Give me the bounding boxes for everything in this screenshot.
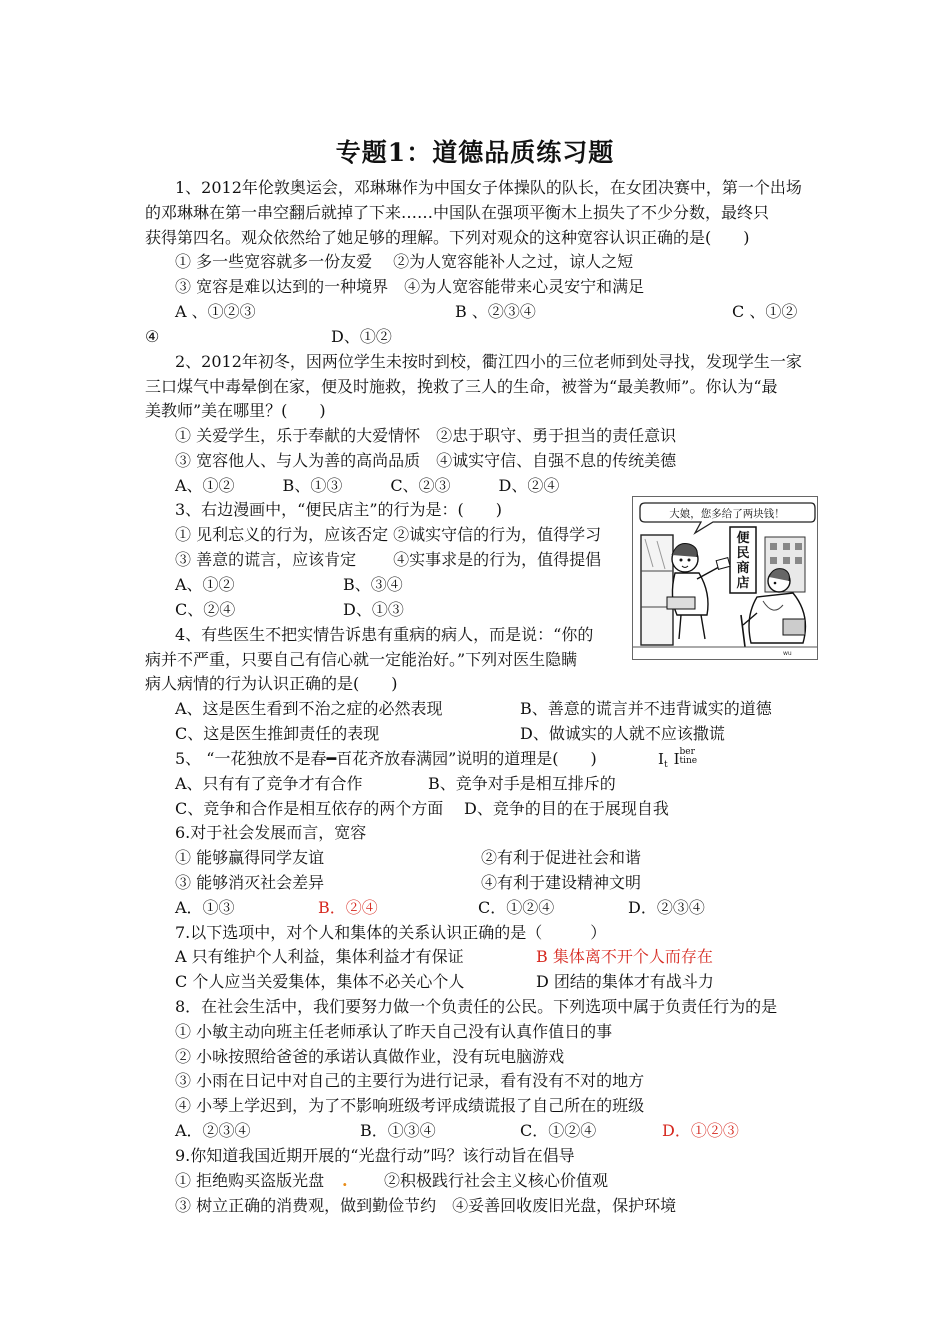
q4-choice-a: A、这是医生看到不治之症的必然表现 bbox=[175, 699, 443, 718]
q1-choice-c-continued: ④ bbox=[145, 327, 160, 346]
q6-line-1: 6.对于社会发展而言，宽容 bbox=[175, 823, 367, 842]
q7-choice-b-answer: B 集体离不开个人而存在 bbox=[536, 947, 713, 966]
q1-line-3: 获得第四名。观众依然给了她足够的理解。下列对观众的这种宽容认识正确的是( ) bbox=[145, 228, 750, 247]
q5-choice-a: A、只有有了竞争才有合作 bbox=[175, 774, 363, 793]
q1-choice-c: C 、①② bbox=[732, 302, 798, 321]
q9-option-1: ① 拒绝购买盗版光盘 bbox=[175, 1171, 325, 1190]
q8-line-1: 8．在社会生活中，我们要努力做一个负责任的公民。下列选项中属于负责任行为的是 bbox=[175, 997, 778, 1016]
q5-choice-b: B、竞争对手是相互排斥的 bbox=[428, 774, 616, 793]
q8-choice-b: B．①③④ bbox=[360, 1121, 436, 1140]
q5-mark-2-sup: ber bbox=[679, 747, 695, 757]
q9-option-3-4: ③ 树立正确的消费观，做到勤俭节约 ④妥善回收废旧光盘，保护环境 bbox=[175, 1196, 677, 1215]
q6-option-3: ③ 能够消灭社会差异 bbox=[175, 873, 325, 892]
q3-option-2: ③ 善意的谎言，应该肯定 ④实事求是的行为，值得提倡 bbox=[175, 550, 602, 569]
q2-line-1: 2、2012年初冬，因两位学生未按时到校，衢江四小的三位老师到处寻找，发现学生一家 bbox=[175, 352, 802, 371]
cartoon-bubble-text: 大娘，您多给了两块钱！ bbox=[669, 508, 785, 520]
q4-choice-d: D、做诚实的人就不应该撒谎 bbox=[520, 724, 725, 743]
q4-line-3: 病人病情的行为认识正确的是( ) bbox=[145, 674, 398, 693]
q6-choice-c: C．①②④ bbox=[478, 898, 555, 917]
q1-choice-a: A 、①②③ bbox=[175, 302, 256, 321]
cartoon-sign-char-1: 便 bbox=[736, 531, 750, 546]
cartoon-image bbox=[632, 496, 818, 660]
q4-line-2: 病并不严重，只要自己有信心就一定能治好。”下列对医生隐瞒 bbox=[145, 650, 578, 669]
q5-mark-1: I bbox=[658, 750, 664, 768]
q1-option-2: ③ 宽容是难以达到的一种境界 ④为人宽容能带来心灵安宁和满足 bbox=[175, 277, 645, 296]
q8-option-3: ③ 小雨在日记中对自己的主要行为进行记录，看有没有不对的地方 bbox=[175, 1071, 645, 1090]
q6-option-2: ②有利于促进社会和谐 bbox=[481, 848, 642, 867]
q7-choice-d: D 团结的集体才有战斗力 bbox=[536, 972, 714, 991]
q8-choice-a: A．②③④ bbox=[175, 1121, 251, 1140]
q1-choice-d: D、①② bbox=[331, 327, 392, 346]
q5-mark-2-sub: tine bbox=[679, 756, 698, 766]
q8-choice-d-answer: D．①②③ bbox=[662, 1121, 739, 1140]
q8-option-4: ④ 小琴上学迟到，为了不影响班级考评成绩谎报了自己所在的班级 bbox=[175, 1096, 645, 1115]
q7-choice-a: A 只有维护个人利益，集体利益才有保证 bbox=[175, 947, 464, 966]
q4-choice-c: C、这是医生推卸责任的表现 bbox=[175, 724, 380, 743]
q7-line-1: 7.以下选项中，对个人和集体的关系认识正确的是（ ） bbox=[175, 923, 607, 942]
q5-mark-2: I bbox=[673, 750, 680, 768]
q3-choice-b: B、③④ bbox=[343, 575, 403, 594]
q3-choice-d: D、①③ bbox=[343, 600, 404, 619]
page-title: 专题1：道德品质练习题 bbox=[335, 138, 615, 167]
q2-line-2: 三口煤气中毒晕倒在家，便及时施救，挽救了三人的生命，被誉为“最美教师”。你认为“最 bbox=[145, 377, 778, 396]
q2-choices: A、①② B、①③ C、②③ D、②④ bbox=[175, 476, 560, 495]
q3-choice-c: C、②④ bbox=[175, 600, 236, 619]
q5-mark-1-sub: t bbox=[663, 760, 668, 770]
q5-stray-mark bbox=[658, 748, 697, 770]
cartoon-sign-char-3: 商 bbox=[736, 561, 750, 576]
q3-line-1: 3、右边漫画中，“便民店主”的行为是：( ) bbox=[175, 500, 503, 519]
q1-line-2: 的邓琳琳在第一串空翻后就掉了下来……中国队在强项平衡木上损失了不少分数，最终只 bbox=[145, 203, 770, 222]
q3-option-1: ① 见利忘义的行为，应该否定 ②诚实守信的行为，值得学习 bbox=[175, 525, 602, 544]
q5-line-1: 5、 “一花独放不是春━百花齐放春满园”说明的道理是( ) bbox=[175, 749, 597, 768]
q8-option-2: ② 小咏按照给爸爸的承诺认真做作业，没有玩电脑游戏 bbox=[175, 1047, 565, 1066]
q9-stray-dot: . bbox=[342, 1171, 348, 1190]
q1-line-1: 1、2012年伦敦奥运会，邓琳琳作为中国女子体操队的队长，在女团决赛中，第一个出场 bbox=[175, 178, 802, 197]
q6-option-1: ① 能够赢得同学友谊 bbox=[175, 848, 325, 867]
q8-choice-c: C．①②④ bbox=[520, 1121, 597, 1140]
q7-choice-c: C 个人应当关爱集体，集体不必关心个人 bbox=[175, 972, 465, 991]
cartoon-signature: wu bbox=[783, 650, 792, 657]
q2-option-2: ③ 宽容他人、与人为善的高尚品质 ④诚实守信、自强不息的传统美德 bbox=[175, 451, 677, 470]
q3-choice-a: A、①② bbox=[175, 575, 235, 594]
q6-choice-d: D．②③④ bbox=[628, 898, 705, 917]
q4-line-1: 4、有些医生不把实情告诉患有重病的病人，而是说：“你的 bbox=[175, 625, 594, 644]
q6-choice-b-answer: B．②④ bbox=[318, 898, 378, 917]
q6-choice-a: A．①③ bbox=[175, 898, 235, 917]
q1-choice-b: B 、②③④ bbox=[455, 302, 536, 321]
q2-line-3: 美教师”美在哪里？( ) bbox=[145, 401, 326, 420]
q1-option-1: ① 多一些宽容就多一份友爱 ②为人宽容能补人之过，谅人之短 bbox=[175, 252, 634, 271]
q6-option-4: ④有利于建设精神文明 bbox=[481, 873, 642, 892]
q9-option-2: ②积极践行社会主义核心价值观 bbox=[384, 1171, 609, 1190]
q5-choice-d: D、竞争的目的在于展现自我 bbox=[464, 799, 669, 818]
q2-option-1: ① 关爱学生，乐于奉献的大爱情怀 ②忠于职守、勇于担当的责任意识 bbox=[175, 426, 677, 445]
q9-line-1: 9.你知道我国近期开展的“光盘行动”吗？该行动旨在倡导 bbox=[175, 1146, 575, 1165]
cartoon-sign-char-2: 民 bbox=[736, 546, 750, 561]
q5-mark-2-scripts bbox=[680, 748, 698, 766]
q5-choice-c: C、竞争和合作是相互依存的两个方面 bbox=[175, 799, 444, 818]
q4-choice-b: B、善意的谎言并不违背诚实的道德 bbox=[520, 699, 772, 718]
q8-option-1: ① 小敏主动向班主任老师承认了昨天自己没有认真作值日的事 bbox=[175, 1022, 613, 1041]
cartoon-sign-char-4: 店 bbox=[736, 576, 750, 591]
